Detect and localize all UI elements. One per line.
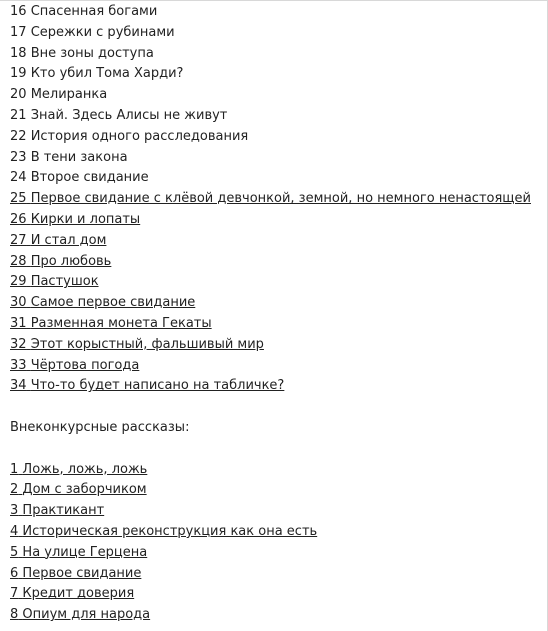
story-number[interactable]: 8 [10, 607, 19, 623]
story-link[interactable] [10, 501, 544, 522]
story-link[interactable] [10, 272, 544, 293]
story-title[interactable]: Что-то будет написано на табличке? [30, 378, 285, 394]
story-title: Вне зоны доступа [30, 45, 154, 61]
top-border [0, 0, 548, 1]
spacer [10, 439, 544, 460]
story-number: 16 [10, 4, 27, 19]
story-title[interactable]: Кредит доверия [22, 586, 135, 602]
story-title[interactable]: Первое свидание [22, 565, 142, 581]
story-title[interactable]: Пастушок [30, 274, 99, 290]
story-title[interactable]: На улице Герцена [22, 544, 148, 560]
story-item [10, 23, 544, 44]
story-number[interactable]: 27 [10, 232, 27, 248]
story-number[interactable]: 3 [10, 503, 19, 519]
story-link[interactable] [10, 605, 544, 626]
story-item [10, 2, 544, 23]
story-number: 18 [10, 45, 27, 61]
story-number[interactable]: 6 [10, 565, 19, 581]
story-number[interactable]: 26 [10, 211, 27, 227]
story-link[interactable] [10, 460, 544, 481]
story-link[interactable] [10, 376, 544, 397]
story-number[interactable]: 25 [10, 191, 27, 207]
offcontest-story-list [10, 460, 544, 626]
story-link[interactable] [10, 543, 544, 564]
story-title: Второе свидание [30, 170, 149, 186]
contest-story-list [10, 2, 544, 397]
story-link[interactable] [10, 231, 544, 252]
story-number: 21 [10, 107, 27, 123]
story-title[interactable]: И стал дом [30, 232, 107, 248]
story-item [10, 106, 544, 127]
story-title[interactable]: Самое первое свидание [30, 295, 196, 311]
story-item [10, 44, 544, 65]
story-title[interactable]: Ложь, ложь, ложь [22, 461, 148, 477]
story-title: Знай. Здесь Алисы не живут [30, 107, 228, 123]
story-number: 19 [10, 66, 27, 82]
story-number[interactable]: 4 [10, 523, 19, 539]
story-title[interactable]: Опиум для народа [22, 607, 151, 623]
story-title[interactable]: Про любовь [30, 253, 112, 269]
story-title[interactable]: Практикант [22, 503, 105, 519]
story-title: Кто убил Тома Харди? [30, 66, 184, 82]
story-number: 23 [10, 149, 27, 165]
story-item [10, 64, 544, 85]
story-title[interactable]: Чёртова погода [30, 357, 140, 373]
story-number[interactable]: 31 [10, 315, 27, 331]
story-number[interactable]: 1 [10, 461, 19, 477]
story-number: 17 [10, 24, 27, 40]
story-number[interactable]: 32 [10, 336, 27, 352]
offcontest-heading: Внеконкурсные рассказы: [10, 419, 190, 435]
story-link[interactable] [10, 293, 544, 314]
story-number: 24 [10, 170, 27, 186]
story-number[interactable]: 34 [10, 378, 27, 394]
story-title[interactable]: Дом с заборчиком [22, 482, 147, 498]
story-item [10, 148, 544, 169]
story-title[interactable]: Кирки и лопаты [30, 211, 141, 227]
story-link[interactable] [10, 480, 544, 501]
story-number[interactable]: 30 [10, 295, 27, 311]
story-link[interactable] [10, 335, 544, 356]
story-number[interactable]: 7 [10, 586, 19, 602]
story-item [10, 85, 544, 106]
story-title[interactable]: Первое свидание с клёвой девчонкой, земной, но немного ненастоящей [30, 191, 531, 207]
story-link[interactable] [10, 314, 544, 335]
story-item [10, 168, 544, 189]
story-title: Спасенная богами [30, 4, 158, 19]
story-number[interactable]: 28 [10, 253, 27, 269]
story-title: Сережки с рубинами [30, 24, 175, 40]
story-link[interactable] [10, 522, 544, 543]
story-link[interactable] [10, 564, 544, 585]
story-number[interactable]: 29 [10, 274, 27, 290]
story-link[interactable] [10, 356, 544, 377]
story-link[interactable] [10, 252, 544, 273]
story-title[interactable]: Разменная монета Гекаты [30, 315, 212, 331]
story-item [10, 127, 544, 148]
story-link[interactable] [10, 584, 544, 605]
story-number[interactable]: 2 [10, 482, 19, 498]
story-number: 20 [10, 87, 27, 103]
story-title[interactable]: Историческая реконструкция как она есть [22, 523, 318, 539]
story-title: История одного расследования [30, 128, 249, 144]
spacer [10, 397, 544, 418]
story-title: В тени закона [30, 149, 128, 165]
story-number[interactable]: 5 [10, 544, 19, 560]
story-title[interactable]: Этот корыстный, фальшивый мир [30, 336, 264, 352]
story-number: 22 [10, 128, 27, 144]
story-link[interactable] [10, 189, 544, 210]
story-list-content [10, 2, 544, 626]
story-title: Мелиранка [30, 87, 108, 103]
story-number[interactable]: 33 [10, 357, 27, 373]
story-link[interactable] [10, 210, 544, 231]
